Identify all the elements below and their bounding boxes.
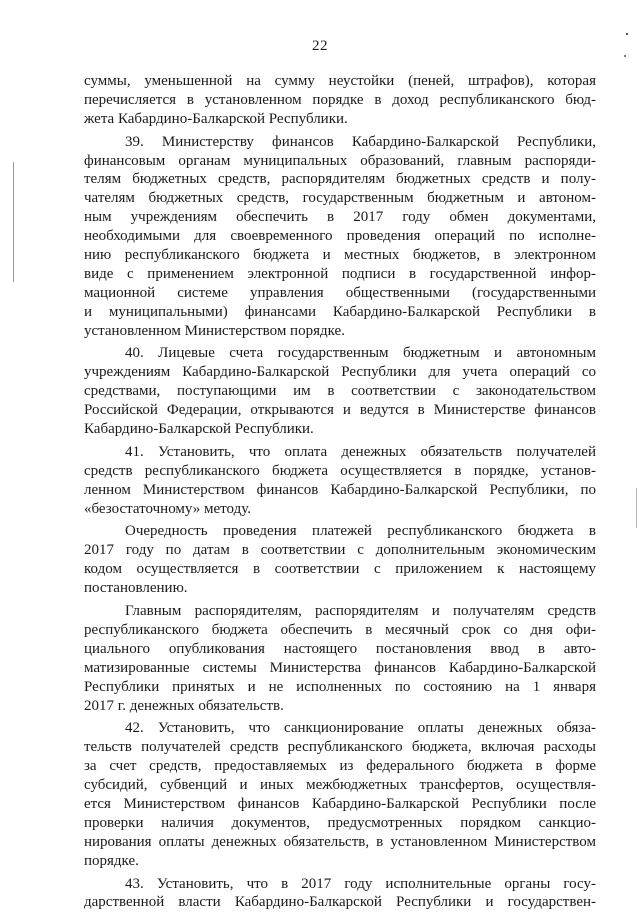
text-line: нирования оплаты денежных обязательств, в установленном Министерством — [84, 833, 596, 850]
text-line: установленном Министерством порядке. — [84, 322, 345, 339]
paragraph — [84, 133, 596, 341]
scan-artifact-left — [13, 162, 14, 282]
text-line: 41. Установить, что оплата денежных обязательств получателей — [125, 443, 596, 460]
text-line: мационной системе управления общественными (государственными — [84, 284, 596, 301]
text-line: ется Министерством финансов Кабардино-Балкарской Республики после — [84, 795, 596, 812]
text-line: кодом осуществляется в соответствии с приложением к настоящему — [84, 561, 596, 578]
text-line: виде с применением электронной подписи в государственной инфор- — [84, 265, 596, 282]
text-line: Российской Федерации, открываются и ведутся в Министерстве финансов — [84, 402, 596, 419]
scan-artifact-right — [636, 488, 637, 528]
text-line: средств республиканского бюджета осуществляется в порядке, установ- — [84, 462, 596, 479]
text-line: дарственной власти Кабардино-Балкарской Республики и государствен- — [84, 894, 596, 911]
text-line: средствами, поступающими им в соответствии с законодательством — [84, 383, 596, 400]
text-line: тельств получателей средств республиканского бюджета, включая расходы — [84, 739, 596, 756]
text-line: перечисляется в установленном порядке в доход республиканского бюд- — [84, 91, 596, 108]
scan-artifact-dot — [626, 33, 628, 35]
text-line: 40. Лицевые счета государственным бюджетным и автономным — [125, 345, 596, 362]
text-line: необходимыми для своевременного проведения операций по исполне- — [84, 228, 596, 245]
text-line: 39. Министерству финансов Кабардино-Балкарской Республики, — [125, 133, 596, 150]
text-line: и муниципальными) финансами Кабардино-Балкарской Республики в — [84, 303, 596, 320]
text-line: 2017 году по датам в соответствии с дополнительным экономическим — [84, 542, 596, 559]
text-line: чателям бюджетных средств, государственным бюджетным и автоном- — [84, 190, 596, 207]
paragraph — [84, 875, 596, 912]
document-body — [84, 72, 596, 912]
paragraph — [84, 72, 596, 129]
page-number: 22 — [312, 38, 328, 54]
text-line: учреждениям Кабардино-Балкарской Республики для учета операций со — [84, 364, 596, 381]
text-line: ленном Министерством финансов Кабардино-Балкарской Республики, по — [84, 481, 596, 498]
text-line: 2017 г. денежных обязательств. — [84, 697, 284, 714]
text-line: Очередность проведения платежей республиканского бюджета в — [125, 523, 596, 540]
paragraph — [84, 344, 596, 438]
paragraph — [84, 602, 596, 715]
text-line: финансовым органам муниципальных образований, главным распоряди- — [84, 152, 596, 169]
text-line: постановлению. — [84, 580, 188, 597]
text-line: матизированные системы Министерства финансов Кабардино-Балкарской — [84, 659, 596, 676]
scan-artifact-dot — [624, 55, 626, 57]
text-line: порядке. — [84, 852, 139, 869]
text-line: нию республиканского бюджета и местных бюджетов, в электронном — [84, 247, 596, 264]
text-line: жета Кабардино-Балкарской Республики. — [84, 110, 348, 127]
text-line: Республики принятых и не исполненных по состоянию на 1 января — [84, 678, 596, 695]
text-line: Главным распорядителям, распорядителям и получателям средств — [125, 603, 596, 620]
paragraph — [84, 522, 596, 598]
text-line: за счет средств, предоставляемых из федерального бюджета в форме — [84, 758, 596, 775]
text-line: 42. Установить, что санкционирование оплаты денежных обяза- — [125, 720, 596, 737]
text-line: Кабардино-Балкарской Республики. — [84, 421, 314, 438]
text-line: суммы, уменьшенной на сумму неустойки (пеней, штрафов), которая — [84, 73, 596, 89]
text-line: проверки наличия документов, предусмотренных порядком санкцио- — [84, 814, 596, 831]
paragraph — [84, 443, 596, 519]
text-line: телям бюджетных средств, распорядителям бюджетных средств и полу- — [84, 171, 596, 188]
paragraph — [84, 719, 596, 870]
text-line: циального опубликования настоящего постановления ввод в авто- — [84, 640, 596, 657]
text-line: ным учреждениям обеспечить в 2017 году обмен документами, — [84, 209, 596, 226]
text-line: субсидий, субвенций и иных межбюджетных трансфертов, осуществля- — [84, 777, 596, 794]
text-line: республиканского бюджета обеспечить в месячный срок со дня офи- — [84, 621, 596, 638]
text-line: «безостаточному» методу. — [84, 500, 251, 517]
text-line: 43. Установить, что в 2017 году исполнительные органы госу- — [125, 875, 596, 892]
